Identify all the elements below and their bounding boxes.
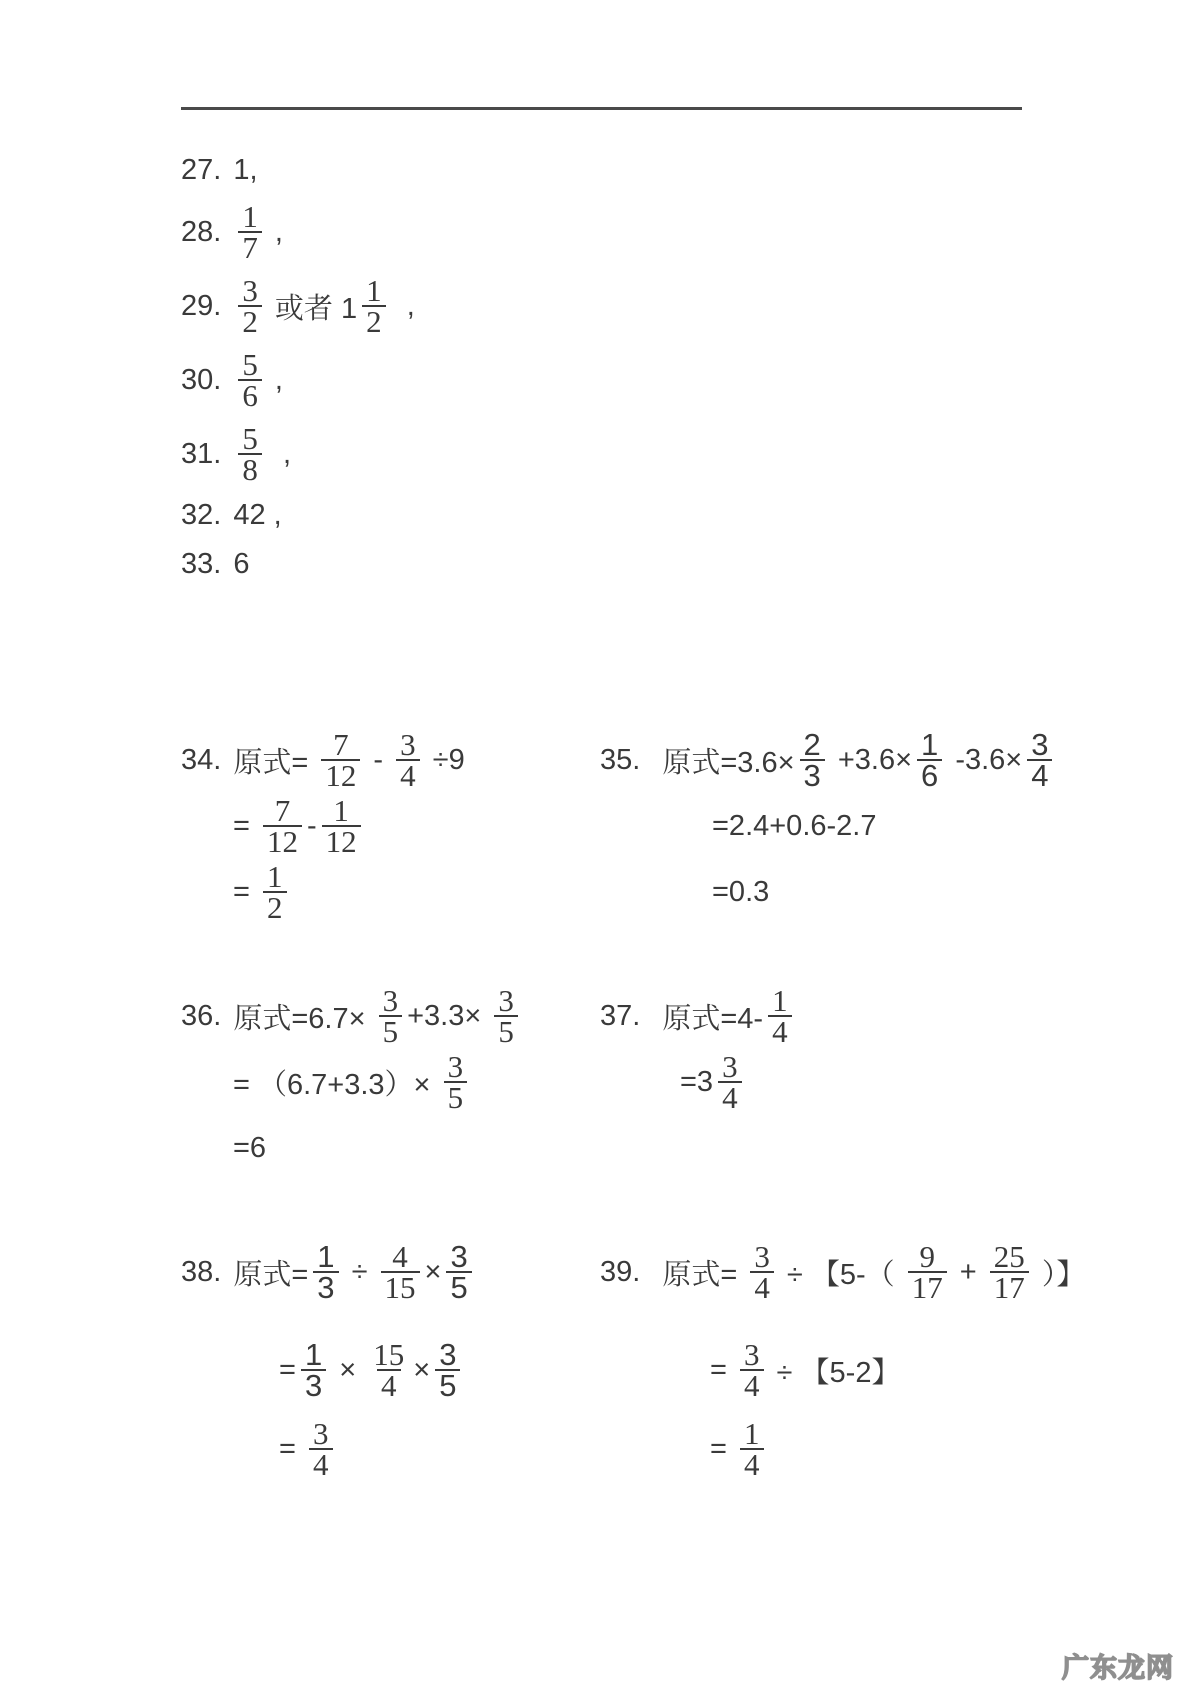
answer-item xyxy=(181,199,415,265)
fraction xyxy=(718,1049,742,1115)
problem xyxy=(181,983,600,1181)
fraction xyxy=(990,1239,1029,1305)
math-text: +3.6× xyxy=(829,743,913,776)
math-text: =3 xyxy=(680,1065,714,1098)
fraction-numerator: 3 xyxy=(400,727,416,762)
fraction-numerator: 1 xyxy=(744,1416,760,1451)
math-text: 或者 1 xyxy=(266,292,358,325)
math-text: = xyxy=(279,1353,296,1386)
problem-continuation-line xyxy=(712,859,1171,925)
fraction-denominator: 2 xyxy=(238,305,262,335)
fraction-denominator: 3 xyxy=(301,1369,326,1399)
fraction xyxy=(238,347,262,413)
math-text: +3.3× xyxy=(407,999,490,1032)
fraction-denominator: 6 xyxy=(238,379,262,409)
math-text: =2.4+0.6-2.7 xyxy=(712,809,877,842)
math-text: 原式= xyxy=(233,746,317,779)
fraction-denominator: 12 xyxy=(321,759,360,789)
math-text: ÷ 【5-（ xyxy=(778,1258,903,1291)
fraction-numerator: 1 xyxy=(317,1239,335,1274)
fraction-denominator: 5 xyxy=(379,1015,403,1045)
fraction xyxy=(446,1239,471,1305)
math-text: 原式= xyxy=(233,1258,309,1291)
fraction-numerator: 3 xyxy=(439,1337,457,1372)
problem-continuation-line xyxy=(710,1337,1171,1403)
problem-row xyxy=(181,983,1171,1181)
math-text: =6 xyxy=(233,1131,267,1164)
problem xyxy=(600,983,1171,1181)
fraction-denominator: 3 xyxy=(800,759,825,789)
fraction-numerator: 1 xyxy=(921,727,939,762)
problem-continuation-line xyxy=(680,1049,1171,1115)
answer-item xyxy=(181,347,415,413)
math-text: ÷ xyxy=(343,1255,376,1288)
math-text: = xyxy=(233,809,258,842)
math-text: = xyxy=(710,1432,735,1465)
fraction xyxy=(369,1337,408,1403)
fraction xyxy=(301,1337,326,1403)
fraction-denominator: 4 xyxy=(740,1369,764,1399)
math-text: , xyxy=(390,289,415,322)
answer-item xyxy=(181,154,415,187)
problem xyxy=(181,1239,600,1482)
math-text: = xyxy=(279,1432,304,1465)
problem-first-line xyxy=(600,983,1171,1049)
math-text: 原式= xyxy=(662,1258,746,1291)
fraction xyxy=(494,983,518,1049)
math-text: , xyxy=(266,215,283,248)
math-text: - xyxy=(307,809,317,842)
fraction xyxy=(362,273,386,339)
math-text: 1, xyxy=(233,154,258,186)
fraction xyxy=(321,727,360,793)
fraction-numerator: 3 xyxy=(744,1337,760,1372)
fraction-denominator: 4 xyxy=(768,1015,792,1045)
fraction xyxy=(740,1337,764,1403)
fraction-denominator: 15 xyxy=(381,1271,420,1301)
fraction-numerator: 3 xyxy=(754,1239,770,1274)
watermark: 广东龙网 xyxy=(1062,1653,1174,1683)
answer-number: 31. xyxy=(181,437,222,470)
fraction-numerator: 3 xyxy=(722,1049,738,1084)
fraction xyxy=(1027,727,1052,793)
fraction xyxy=(750,1239,774,1305)
fraction-denominator: 17 xyxy=(908,1271,947,1301)
fraction-numerator: 3 xyxy=(498,983,514,1018)
fraction xyxy=(322,793,361,859)
math-text: 原式=3.6× xyxy=(662,746,795,779)
fraction-denominator: 4 xyxy=(718,1081,742,1111)
problem-row xyxy=(181,727,1171,925)
fraction-numerator: 7 xyxy=(274,793,291,828)
fraction xyxy=(238,199,262,265)
problem-number: 36. xyxy=(181,999,222,1032)
problem-first-line xyxy=(181,727,600,793)
fraction xyxy=(263,859,287,925)
problem xyxy=(600,727,1171,925)
fraction-denominator: 12 xyxy=(263,825,302,855)
fraction-numerator: 3 xyxy=(450,1239,468,1274)
problem-continuation-line xyxy=(710,1416,1171,1482)
problem-first-line xyxy=(181,983,600,1049)
answer-item xyxy=(181,548,415,581)
fraction-denominator: 4 xyxy=(309,1448,333,1478)
problem-continuation-line xyxy=(233,793,600,859)
fraction-numerator: 9 xyxy=(919,1239,935,1274)
math-text: 原式=4- xyxy=(662,1002,764,1035)
problem-continuation-line xyxy=(279,1337,600,1403)
fraction xyxy=(238,273,262,339)
math-text: 原式=6.7× xyxy=(233,1002,374,1035)
fraction xyxy=(381,1239,420,1305)
math-text: × xyxy=(331,1353,365,1386)
math-text: , xyxy=(266,437,291,470)
fraction-denominator: 5 xyxy=(435,1369,460,1399)
answer-number: 32. xyxy=(181,499,222,531)
answer-number: 29. xyxy=(181,289,222,322)
math-text: , xyxy=(266,363,283,396)
fraction-denominator: 4 xyxy=(750,1271,774,1301)
fraction-numerator: 2 xyxy=(803,727,821,762)
math-text: 42 , xyxy=(233,499,282,531)
fraction xyxy=(917,727,942,793)
fraction-numerator: 1 xyxy=(267,859,283,894)
fraction-numerator: 3 xyxy=(313,1416,329,1451)
horizontal-rule xyxy=(181,107,1022,110)
fraction xyxy=(379,983,403,1049)
fraction xyxy=(238,421,262,487)
fraction-numerator: 15 xyxy=(373,1337,405,1372)
answer-item xyxy=(181,421,415,487)
answer-number: 28. xyxy=(181,215,222,248)
fraction-denominator: 3 xyxy=(313,1271,338,1301)
math-text: 6 xyxy=(233,548,250,580)
problem-first-line xyxy=(600,1239,1171,1305)
problem-number: 37. xyxy=(600,999,641,1032)
fraction xyxy=(435,1337,460,1403)
problem-first-line xyxy=(600,727,1171,793)
problem xyxy=(181,727,600,925)
problem-continuation-line xyxy=(279,1416,600,1482)
fraction xyxy=(768,983,792,1049)
fraction-numerator: 1 xyxy=(304,1337,323,1372)
fraction xyxy=(800,727,825,793)
fraction-numerator: 5 xyxy=(242,421,258,456)
fraction-denominator: 2 xyxy=(263,891,287,921)
problem-continuation-line xyxy=(233,1115,600,1181)
fraction-denominator: 5 xyxy=(494,1015,518,1045)
fraction-numerator: 3 xyxy=(242,273,258,308)
fraction-denominator: 17 xyxy=(990,1271,1029,1301)
problem-continuation-line xyxy=(233,1049,600,1115)
math-text: ）】 xyxy=(1033,1258,1086,1291)
math-text: × xyxy=(413,1353,431,1386)
math-text: - xyxy=(365,743,392,776)
answer-number: 33. xyxy=(181,548,222,580)
fraction-denominator: 12 xyxy=(322,825,361,855)
fraction-denominator: 6 xyxy=(917,759,942,789)
answer-number: 27. xyxy=(181,154,222,186)
math-text: × xyxy=(424,1255,442,1288)
answer-item xyxy=(181,273,415,339)
math-text: =0.3 xyxy=(712,875,770,908)
problem xyxy=(600,1239,1171,1482)
fraction-numerator: 4 xyxy=(392,1239,408,1274)
fraction-numerator: 3 xyxy=(447,1049,464,1084)
fraction-numerator: 7 xyxy=(333,727,349,762)
fraction-denominator: 8 xyxy=(238,453,262,483)
fraction-denominator: 4 xyxy=(1027,759,1052,789)
fraction-denominator: 7 xyxy=(238,231,262,261)
math-text: = xyxy=(233,875,258,908)
problem-continuation-line xyxy=(712,793,1171,859)
fraction xyxy=(908,1239,947,1305)
fraction-denominator: 5 xyxy=(446,1271,471,1301)
fraction xyxy=(309,1416,333,1482)
problem-continuation-line xyxy=(233,859,600,925)
fraction-numerator: 1 xyxy=(242,199,258,234)
problem-first-line xyxy=(181,1239,600,1305)
fraction-numerator: 5 xyxy=(242,347,258,382)
math-text: + xyxy=(951,1255,985,1288)
fraction-numerator: 1 xyxy=(333,793,349,828)
problem-number: 38. xyxy=(181,1255,222,1288)
problem-row xyxy=(181,1239,1171,1482)
fraction-denominator: 5 xyxy=(444,1081,468,1111)
fraction xyxy=(444,1049,468,1115)
math-text: ÷9 xyxy=(424,743,465,776)
fraction-denominator: 4 xyxy=(740,1448,764,1478)
fraction xyxy=(740,1416,764,1482)
math-text: = （6.7+3.3）× xyxy=(233,1068,439,1101)
fraction xyxy=(263,793,302,859)
answer-number: 30. xyxy=(181,363,222,396)
fraction-denominator: 2 xyxy=(362,305,386,335)
fraction-numerator: 3 xyxy=(382,983,399,1018)
fraction-numerator: 1 xyxy=(772,983,788,1018)
math-text: ÷ 【5-2】 xyxy=(768,1356,901,1389)
math-text: = xyxy=(710,1353,735,1386)
fraction xyxy=(396,727,420,793)
fraction xyxy=(313,1239,338,1305)
fraction-denominator: 4 xyxy=(377,1369,401,1399)
fraction-numerator: 1 xyxy=(366,273,382,308)
answer-item xyxy=(181,499,415,532)
math-text: -3.6× xyxy=(947,743,1023,776)
fraction-denominator: 4 xyxy=(396,759,420,789)
fraction-numerator: 25 xyxy=(993,1239,1025,1274)
fraction-numerator: 3 xyxy=(1031,727,1049,762)
answer-list xyxy=(181,154,415,581)
problem-number: 35. xyxy=(600,743,641,776)
problem-number: 39. xyxy=(600,1255,641,1288)
problem-number: 34. xyxy=(181,743,222,776)
